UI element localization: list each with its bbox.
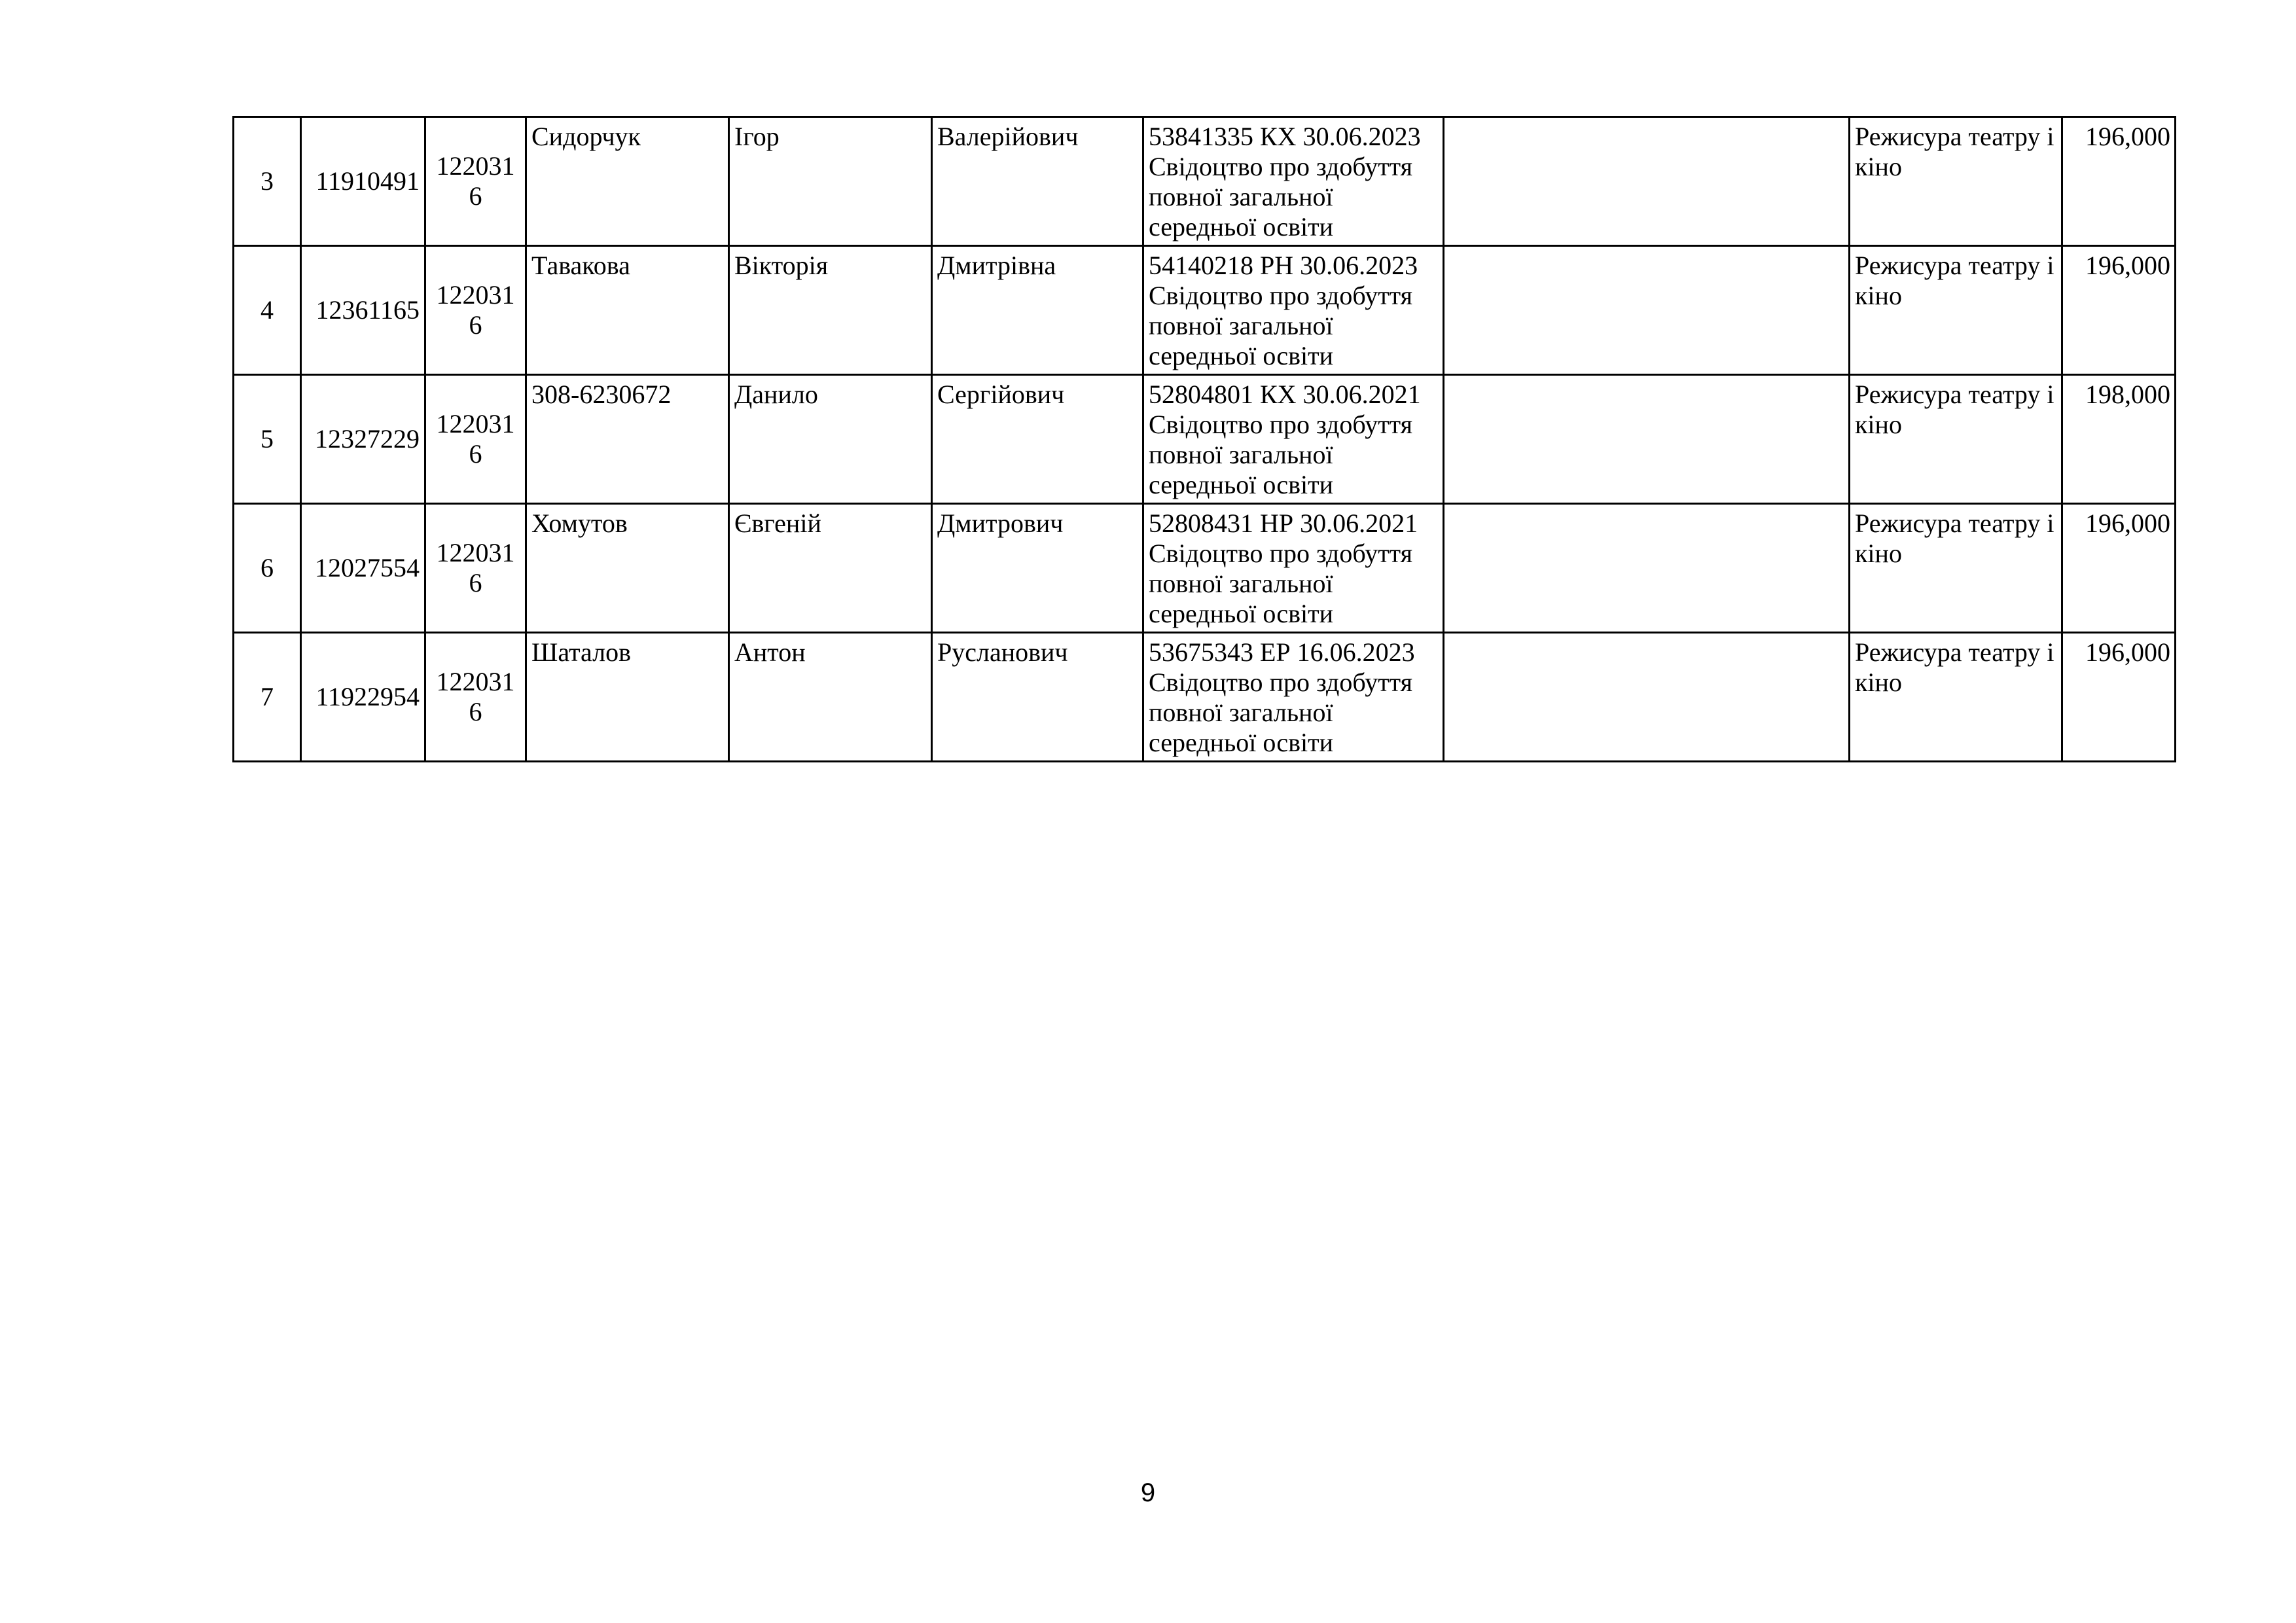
last-name-cell: Сидорчук [526,117,729,246]
table-row [234,117,2176,246]
note-cell [1444,117,1850,246]
first-name-cell: Данило [729,375,932,504]
specialty-code: 1220316 [436,667,515,726]
applicants-table [232,116,2176,762]
document-line: 54140218 РН 30.06.2023 [1149,251,1418,280]
patronymic-cell: Дмитрівна [932,246,1143,375]
row-number-cell: 6 [234,504,301,633]
score-cell: 196,000 [2062,117,2176,246]
applicant-id-cell: 12027554 [301,504,425,633]
program-cell: Режисура театру і кіно [1850,633,2062,762]
patronymic-cell: Валерійович [932,117,1143,246]
score-cell: 196,000 [2062,504,2176,633]
document-cell [1143,633,1444,762]
row-number-cell: 4 [234,246,301,375]
document-line: Свідоцтво про здобуття [1149,152,1413,181]
applicant-id-cell: 11910491 [301,117,425,246]
document-line: повної загальної [1149,311,1333,340]
first-name-cell: Вікторія [729,246,932,375]
specialty-code-cell [425,246,526,375]
specialty-code-cell [425,633,526,762]
document-line: повної загальної [1149,698,1333,727]
last-name-cell: 308-6230672 [526,375,729,504]
first-name-cell: Антон [729,633,932,762]
applicant-id-cell: 12327229 [301,375,425,504]
page-number: 9 [1140,1478,1156,1507]
row-number-cell: 5 [234,375,301,504]
score-cell: 198,000 [2062,375,2176,504]
document-line: Свідоцтво про здобуття [1149,410,1413,439]
row-number-cell: 7 [234,633,301,762]
document-line: повної загальної [1149,182,1333,211]
table-row [234,246,2176,375]
row-number-cell: 3 [234,117,301,246]
document-line: середньої освіти [1149,341,1333,370]
program-cell: Режисура театру і кіно [1850,246,2062,375]
document-line: середньої освіти [1149,599,1333,628]
score-cell: 196,000 [2062,633,2176,762]
first-name-cell: Ігор [729,117,932,246]
document-line: повної загальної [1149,440,1333,469]
document-cell [1143,375,1444,504]
specialty-code: 1220316 [436,151,515,211]
table-body [234,117,2176,762]
document-line: повної загальної [1149,569,1333,598]
last-name-cell: Тавакова [526,246,729,375]
patronymic-cell: Русланович [932,633,1143,762]
specialty-code: 1220316 [436,538,515,597]
program-cell: Режисура театру і кіно [1850,117,2062,246]
note-cell [1444,375,1850,504]
applicant-id-cell: 11922954 [301,633,425,762]
specialty-code: 1220316 [436,280,515,340]
document-cell [1143,117,1444,246]
specialty-code-cell [425,375,526,504]
document-line: 52808431 НР 30.06.2021 [1149,508,1418,538]
specialty-code: 1220316 [436,409,515,469]
table-row [234,375,2176,504]
note-cell [1444,633,1850,762]
patronymic-cell: Сергійович [932,375,1143,504]
document-line: середньої освіти [1149,728,1333,757]
document-line: Свідоцтво про здобуття [1149,668,1413,697]
first-name-cell: Євгеній [729,504,932,633]
document-line: Свідоцтво про здобуття [1149,281,1413,310]
last-name-cell: Шаталов [526,633,729,762]
program-cell: Режисура театру і кіно [1850,375,2062,504]
document-cell [1143,504,1444,633]
specialty-code-cell [425,504,526,633]
program-cell: Режисура театру і кіно [1850,504,2062,633]
table-row [234,633,2176,762]
patronymic-cell: Дмитрович [932,504,1143,633]
table-row [234,504,2176,633]
document-line: 53841335 КХ 30.06.2023 [1149,122,1421,151]
specialty-code-cell [425,117,526,246]
document-line: Свідоцтво про здобуття [1149,539,1413,568]
note-cell [1444,246,1850,375]
document-line: середньої освіти [1149,212,1333,241]
document-line: середньої освіти [1149,470,1333,499]
document-cell [1143,246,1444,375]
score-cell: 196,000 [2062,246,2176,375]
document-line: 52804801 КХ 30.06.2021 [1149,380,1421,409]
last-name-cell: Хомутов [526,504,729,633]
note-cell [1444,504,1850,633]
document-line: 53675343 ЕР 16.06.2023 [1149,637,1415,667]
applicant-id-cell: 12361165 [301,246,425,375]
